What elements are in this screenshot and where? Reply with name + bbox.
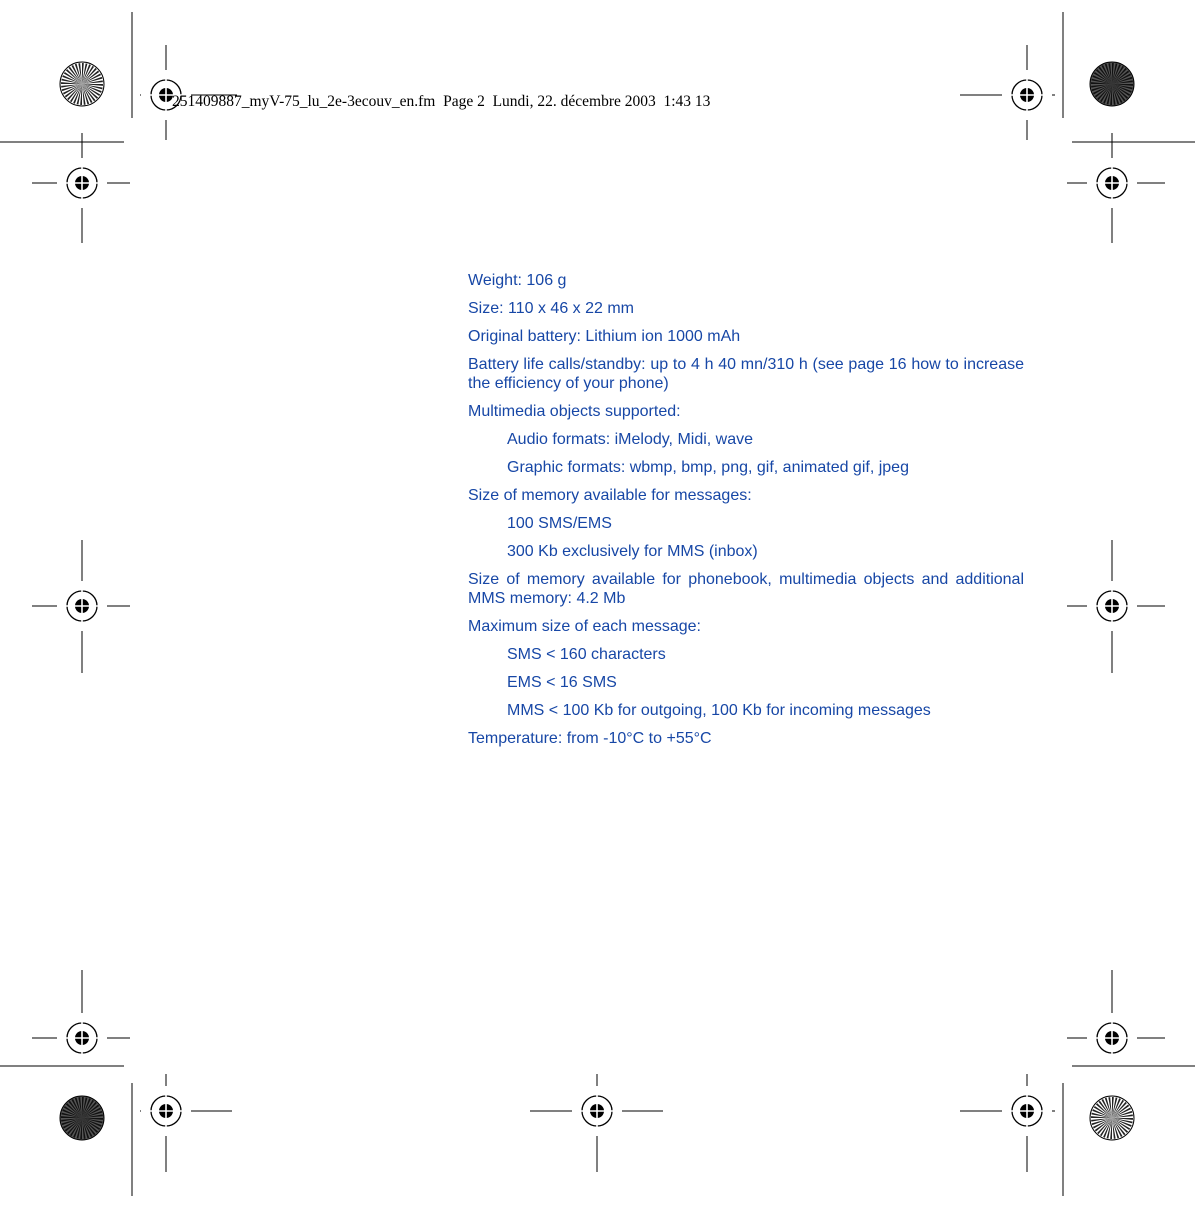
starburst-mark-icon xyxy=(60,62,104,106)
spec-item: Size of memory available for messages: xyxy=(468,487,752,504)
spec-item: Temperature: from -10°C to +55°C xyxy=(468,730,712,747)
spec-item: Size of memory available for phonebook, multimedia objects and additional MMS memory: 4.2 Mb xyxy=(468,571,1024,607)
spec-subitem: EMS < 16 SMS xyxy=(507,674,617,691)
spec-item: Maximum size of each message: xyxy=(468,618,701,635)
spec-subitem: 100 SMS/EMS xyxy=(507,515,612,532)
specifications-list xyxy=(468,271,1024,757)
spec-item: Original battery: Lithium ion 1000 mAh xyxy=(468,328,741,345)
spec-subitem: Audio formats: iMelody, Midi, wave xyxy=(507,431,754,448)
spec-item: Size: 110 x 46 x 22 mm xyxy=(468,300,634,317)
spec-item: Weight: 106 g xyxy=(468,272,567,289)
spec-subitem: Graphic formats: wbmp, bmp, png, gif, animated gif, jpeg xyxy=(507,459,909,476)
header-page: Page 2 xyxy=(443,93,485,110)
header-date: Lundi, 22. décembre 2003 xyxy=(492,93,656,110)
spec-subitem: MMS < 100 Kb for outgoing, 100 Kb for incoming messages xyxy=(507,702,931,719)
header-time: 1:43 13 xyxy=(663,93,711,110)
spec-item: Battery life calls/standby: up to 4 h 40 mn/310 h (see page 16 how to increase the efficiency of your phone) xyxy=(468,356,1024,392)
starburst-mark-icon xyxy=(1090,1096,1134,1140)
starburst-mark-icon xyxy=(60,1096,104,1140)
starburst-mark-icon xyxy=(1090,62,1134,106)
frame-header xyxy=(172,93,710,111)
spec-subitem: 300 Kb exclusively for MMS (inbox) xyxy=(507,543,758,560)
header-filename: 251409887_myV-75_lu_2e-3ecouv_en.fm xyxy=(172,93,436,110)
spec-subitem: SMS < 160 characters xyxy=(507,646,666,663)
spec-item: Multimedia objects supported: xyxy=(468,403,681,420)
